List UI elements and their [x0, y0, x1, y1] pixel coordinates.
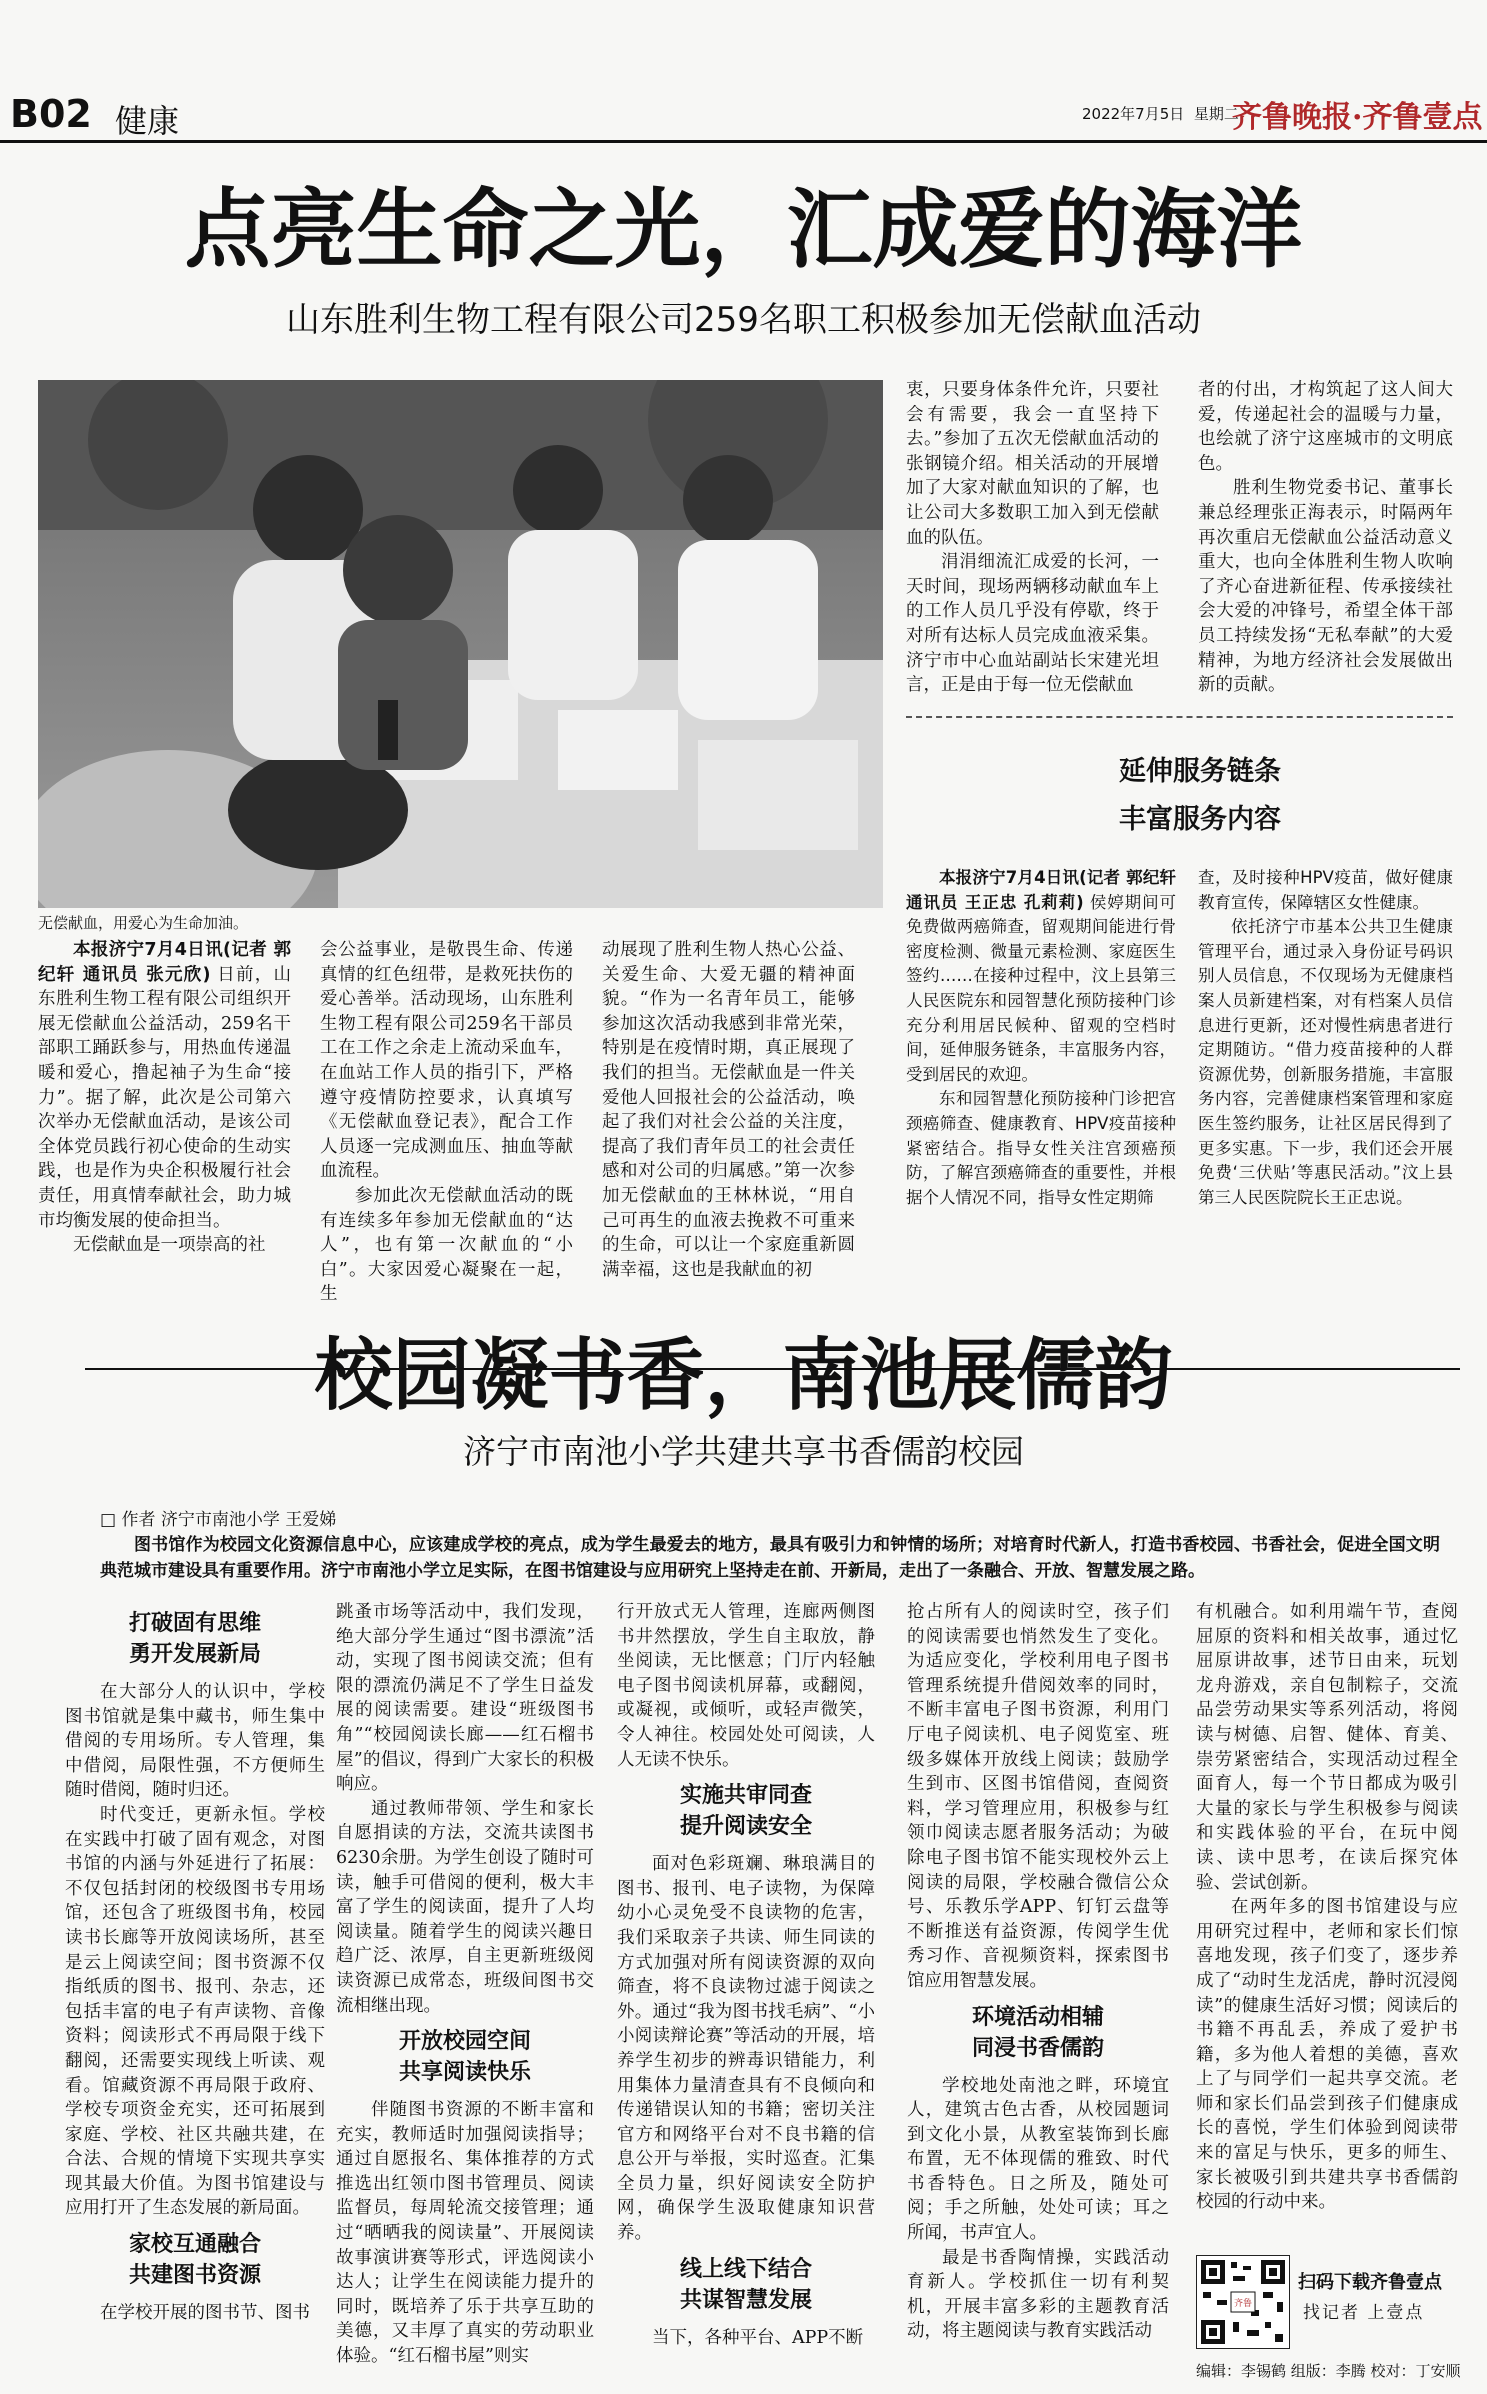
- article3-subheading: [617, 1780, 875, 1842]
- article-divider: [906, 716, 1453, 718]
- date-text: 2022年7月5日: [1082, 105, 1185, 123]
- article1-paragraph: 衷，只要身体条件允许，只要社会有需要，我会一直坚持下去。”参加了五次无偿献血活动的张钢镜介绍。相关活动的开展增加了大家对献血知识的了解，也让公司大多数职工加入到无偿献血的队伍。: [906, 380, 1159, 548]
- article3-column-3: [617, 1600, 875, 2385]
- article3-paragraph: 最是书香陶情操，实践活动育新人。学校抓住一切有利契机，开展丰富多彩的主题教育活动，将主题阅读与教育实践活动: [907, 2247, 1169, 2342]
- article1-column-1: [38, 938, 291, 1358]
- article3-paragraph: 行开放式无人管理，连廊两侧图书井然摆放，学生自主取放，静坐阅读，无比惬意；门厅内轻触电子图书阅读机屏幕，或翻阅，或凝视，或倾听，或轻声微笑，令人神往。校园处处可阅读，人人无读不快乐。: [617, 1602, 875, 1770]
- article1-paragraph: 涓涓细流汇成爱的长河，一天时间，现场两辆移动献血车上的工作人员几乎没有停歇，终于对所有达标人员完成血液采集。济宁市中心血站副站长宋建光坦言，正是由于每一位无偿献血: [906, 552, 1159, 696]
- article3-paragraph: 当下，各种平台、APP不断: [652, 2327, 864, 2348]
- article3-paragraph: 面对色彩斑斓、琳琅满目的图书、报刊、电子读物，为保障幼小心灵免受不良读物的危害，我们采取亲子共读、师生同读的方式加强对所有阅读资源的双向筛查，将不良读物过滤于阅读之外。通过“我为图书找毛病”、“小小阅读辩论赛”等活动的开展，培养学生初步的辨毒识错能力，利用集体力量清查具有不良倾向和传递错误认知的书籍；密切关注官方和网络平台对不良书籍的信息公开与举报，实时巡查。汇集全员力量，织好阅读安全防护网，确保学生汲取健康知识营养。: [617, 1854, 875, 2244]
- subheading-line: 同浸书香儒韵: [971, 2035, 1104, 2061]
- article3-paragraph: 伴随图书资源的不断丰富和充实，教师适时加强阅读指导；通过自愿报名、集体推荐的方式推选出红领巾图书管理员、阅读监督员，每周轮流交接管理；通过“晒晒我的阅读量”、开展阅读故事演讲赛等形式，评选阅读小达人；让学生在阅读能力提升的同时，既培养了乐于共享互助的美德，又丰厚了真实的劳动职业体验。“红石榴书屋”则实: [336, 2100, 594, 2367]
- subheading-line: 家校互通融合: [128, 2232, 261, 2258]
- article2-paragraph: 依托济宁市基本公共卫生健康管理平台，通过录入身份证号码识别人员信息，不仅现场为无健康档案人员新建档案，对有档案人员信息进行更新，还对慢性病患者进行定期随访。“借力疫苗接种的人群资源优势，创新服务措施，丰富服务内容，完善健康档案管理和家庭医生签约服务，让社区居民得到了更多实惠。下一步，我们还会开展免费‘三伏贴’等惠民活动。”汶上县第三人民医院院长王正忠说。: [1198, 917, 1453, 1207]
- subheading-line: 实施共审同查: [679, 1783, 812, 1809]
- subheading-line: 勇开发展新局: [128, 1642, 261, 1667]
- article2-byline: 本报济宁7月4日讯(记者 郭纪轩 通讯员 王正忠 孔莉莉): [906, 868, 1176, 912]
- weekday-text: 星期二: [1193, 105, 1239, 123]
- article1-paragraph: 会公益事业，是敬畏生命、传递真情的红色纽带，是救死扶伤的爱心善举。活动现场，山东胜利生物工程有限公司259名干部员工在工作之余走上流动采血车，在血站工作人员的指引下，严格遵守疫情防控要求，认真填写《无偿献血登记表》，配合工作人员逐一完成测血压、抽血等献血流程。: [320, 940, 573, 1182]
- subheading-line: 共谋智慧发展: [679, 2287, 812, 2313]
- article3-lead: 图书馆作为校园文化资源信息中心，应该建成学校的亮点，成为学生最爱去的地方，最具有吸引力和钟情的场所；对培育时代新人，打造书香校园、书香社会，促进全国文明典范城市建设具有重要作用。济宁市南池小学立足实际，在图书馆建设与应用研究上坚持走在前、开新局，走出了一条融合、开放、智慧发展之路。: [100, 1535, 1440, 1581]
- subheading-line: 共享阅读快乐: [398, 2060, 531, 2086]
- article3-subheading: [65, 2229, 325, 2291]
- article1-subtitle: 山东胜利生物工程有限公司259名职工积极参加无偿献血活动: [286, 300, 1201, 340]
- article3-paragraph: 时代变迁，更新永恒。学校在实践中打破了固有观念，对图书馆的内涵与外延进行了拓展：不仅包括封闭的校级图书专用场馆，还包含了班级图书角，校园读书长廊等开放阅读场所，甚至是云上阅读空间；图书资源不仅指纸质的图书、报刊、杂志，还包括丰富的电子有声读物、音像资料；阅读形式不再局限于线下翻阅，还需要实现线上听读、观看。馆藏资源不再局限于政府、学校专项资金充实，还可拓展到家庭、学校、社区共融共建，在合法、合规的情境下实现共享实现其最大价值。为图书馆建设与应用打开了生态发展的新局面。: [65, 1804, 325, 2219]
- article2-title-line2: 丰富服务内容: [1119, 804, 1281, 835]
- article3-column-2: [336, 1600, 594, 2385]
- subheading-line: 环境活动相辅: [971, 2004, 1104, 2030]
- article2-paragraph: 东和园智慧化预防接种门诊把宫颈癌筛查、健康教育、HPV疫苗接种紧密结合。指导女性关注宫颈癌预防，了解宫颈癌筛查的重要性，并根据个人情况不同，指导女性定期筛: [906, 1089, 1176, 1207]
- blood-donation-photo: [38, 380, 883, 908]
- article3-paragraph: 在大部分人的认识中，学校图书馆就是集中藏书，师生集中借阅的专用场所。专人管理，集中借阅，局限性强，不方便师生随时借阅，随时归还。: [65, 1682, 325, 1801]
- subheading-line: 共建图书资源: [128, 2263, 261, 2289]
- article3-subheading: [336, 2026, 594, 2088]
- article2-title: [945, 748, 1455, 844]
- article3-title: 校园凝书香，南池展儒韵: [314, 1330, 1173, 1421]
- newspaper-logo: 齐鲁晚报·齐鲁壹点: [1232, 100, 1483, 135]
- header-rule: [0, 140, 1487, 143]
- article1-column-5: [1198, 378, 1453, 696]
- subheading-line: 开放校园空间: [398, 2029, 531, 2055]
- qr-code-icon: [1197, 2256, 1289, 2348]
- article3-subheading: [65, 1608, 325, 1670]
- article1-paragraph: 动展现了胜利生物人热心公益、关爱生命、大爱无疆的精神面貌。“作为一名青年员工，能够参加这次活动我感到非常光荣，特别是在疫情时期，真正展现了我们的担当。无偿献血是一件关爱他人回报社会的公益活动，唤起了我们对社会公益的关注度，提高了我们青年员工的社会责任感和对公司的归属感。”第一次参加无偿献血的王林林说，“用自己可再生的血液去挽救不可重来的生命，可以让一个家庭重新圆满幸福，这也是我献血的初: [602, 940, 855, 1280]
- article3-paragraph: 跳蚤市场等活动中，我们发现，绝大部分学生通过“图书漂流”活动，实现了图书阅读交流；但有限的漂流仍满足不了学生日益发展的阅读需要。建设“班级图书角”“校园阅读长廊——红石榴书屋”的倡议，得到广大家长的积极响应。: [336, 1602, 594, 1795]
- article3-subheading: [617, 2254, 875, 2316]
- article3-column-5: [1196, 1600, 1458, 2245]
- article3-paragraph: 有机融合。如利用端午节，查阅屈原的资料和相关故事，通过忆屈原讲故事，述节日由来，玩划龙舟游戏，亲自包制粽子，交流品尝劳动果实等系列活动，将阅读与树德、启智、健体、育美、崇劳紧密结合，实现活动过程全面育人，每一个节日都成为吸引大量的家长与学生积极参与阅读和实践体验的平台，在玩中阅读、读中思考，在读后探究体验、尝试创新。: [1196, 1602, 1458, 1893]
- article1-column-3: [602, 938, 855, 1358]
- article3-byline: □ 作者 济宁市南池小学 王爱娣: [100, 1510, 337, 1530]
- article1-paragraph: 无偿献血是一项崇高的社: [73, 1235, 266, 1256]
- article1-paragraph: 参加此次无偿献血活动的既有连续多年参加无偿献血的“达人”，也有第一次献血的“小白”。大家因爱心凝聚在一起，生: [320, 1185, 573, 1305]
- article2-column-1: [906, 866, 1176, 1358]
- article1-title: 点亮生命之光，汇成爱的海洋: [184, 179, 1303, 280]
- article1-byline: 本报济宁7月4日讯(记者 郭纪轩 通讯员 张元欣): [38, 940, 291, 985]
- article3-paragraph: 抢占所有人的阅读时空，孩子们的阅读需要也悄然发生了变化。为适应变化，学校利用电子图书管理系统提升借阅效率的同时，不断丰富电子图书资源，利用门厅电子阅读机、电子阅览室、班级多媒体开放线上阅读；鼓励学生到市、区图书馆借阅，查阅资料，学习管理应用，积极参与红领巾阅读志愿者服务活动；为破除电子图书馆不能实现校外云上阅读的局限，学校融合微信公众号、乐教乐学APP、钉钉云盘等不断推送有益资源，传阅学生优秀习作、音视频资料，探索图书馆应用智慧发展。: [907, 1602, 1169, 1991]
- issue-date: [1082, 103, 1239, 124]
- qr-center-label: 齐鲁: [1233, 2299, 1253, 2309]
- photo-caption: 无偿献血，用爱心为生命加油。: [38, 914, 249, 932]
- article3-subtitle: 济宁市南池小学共建共享书香儒韵校园: [463, 1432, 1024, 1471]
- article2-column-2: [1198, 866, 1453, 1358]
- article3-paragraph: 在两年多的图书馆建设与应用研究过程中，老师和家长们惊喜地发现，孩子们变了，逐步养成了“动时生龙活虎，静时沉浸阅读”的健康生活好习惯；阅读后的书籍不再乱丢，养成了爱护书籍，多为他人着想的美德，喜欢上了与同学们一起共享交流。老师和家长们品尝到孩子们健康成长的喜悦，学生们体验到阅读带来的富足与快乐，更多的师生、家长被吸引到共建共享书香儒韵校园的行动中来。: [1196, 1897, 1458, 2213]
- photo-illustration: [38, 380, 883, 908]
- article3-paragraph: 学校地处南池之畔，环境宜人，建筑古色古香，从校园题词到文化小景，从教室装饰到长廊布置，无不体现儒的雅致、时代书香特色。日之所及，随处可阅；手之所触，处处可读；耳之所闻，书声宜人。: [907, 2075, 1169, 2244]
- article1-paragraph: 者的付出，才构筑起了这人间大爱，传递起社会的温暖与力量，也绘就了济宁这座城市的文明底色。: [1198, 380, 1453, 474]
- page-number: B02: [10, 92, 92, 136]
- article3-subheading: [907, 2002, 1169, 2064]
- article3-column-1: [65, 1600, 325, 2385]
- article2-paragraph: 侯婷期间可免费做两癌筛查，留观期间能进行骨密度检测、微量元素检测、家庭医生签约……在接种过程中，汶上县第三人民医院东和园智慧化预防接种门诊充分利用居民候种、留观的空档时间，延伸服务链条，丰富服务内容，受到居民的欢迎。: [906, 892, 1176, 1084]
- article1-paragraph: 日前，山东胜利生物工程有限公司组织开展无偿献血公益活动，259名干部职工踊跃参与，用热血传递温暖和爱心，撸起袖子为生命“接力”。据了解，此次是公司第六次举办无偿献血活动，是该公司全体党员践行初心使命的生动实践，也是作为央企积极履行社会责任，用真情奉献社会，助力城市均衡发展的使命担当。: [38, 964, 291, 1231]
- subheading-line: 提升阅读安全: [679, 1814, 812, 1840]
- qr-label: 扫码下载齐鲁壹点: [1298, 2272, 1442, 2293]
- article1-column-4: [906, 378, 1159, 696]
- article3-paragraph: 在学校开展的图书节、图书: [100, 2303, 310, 2324]
- article3-paragraph: 通过教师带领、学生和家长自愿捐读的方法，交流共读图书6230余册。为学生创设了随时可读，触手可借阅的便利，极大丰富了学生的阅读面，提升了人均阅读量。随着学生的阅读兴趣日趋广泛、浓厚，自主更新班级阅读资源已成常态，班级间图书交流相继出现。: [336, 1798, 594, 2016]
- qr-code[interactable]: [1196, 2255, 1290, 2349]
- article2-paragraph: 查，及时接种HPV疫苗，做好健康教育宣传，保障辖区女性健康。: [1198, 868, 1453, 912]
- article3-column-4: [907, 1600, 1169, 2385]
- article2-title-line1: 延伸服务链条: [1119, 756, 1281, 787]
- editor-credits: 编辑：李锡鹤 组版：李腾 校对：丁安顺: [1196, 2362, 1461, 2380]
- article1-column-2: [320, 938, 573, 1358]
- qr-sublabel: 找记者 上壹点: [1303, 2303, 1425, 2323]
- article1-paragraph: 胜利生物党委书记、董事长兼总经理张正海表示，时隔两年再次重启无偿献血公益活动意义重大，也向全体胜利生物人吹响了齐心奋进新征程、传承接续社会大爱的冲锋号，希望全体干部员工持续发扬“无私奉献”的大爱精神，为地方经济社会发展做出新的贡献。: [1198, 478, 1453, 696]
- section-name: 健康: [115, 102, 180, 140]
- subheading-line: 线上线下结合: [679, 2256, 812, 2282]
- subheading-line: 打破固有思维: [128, 1611, 261, 1636]
